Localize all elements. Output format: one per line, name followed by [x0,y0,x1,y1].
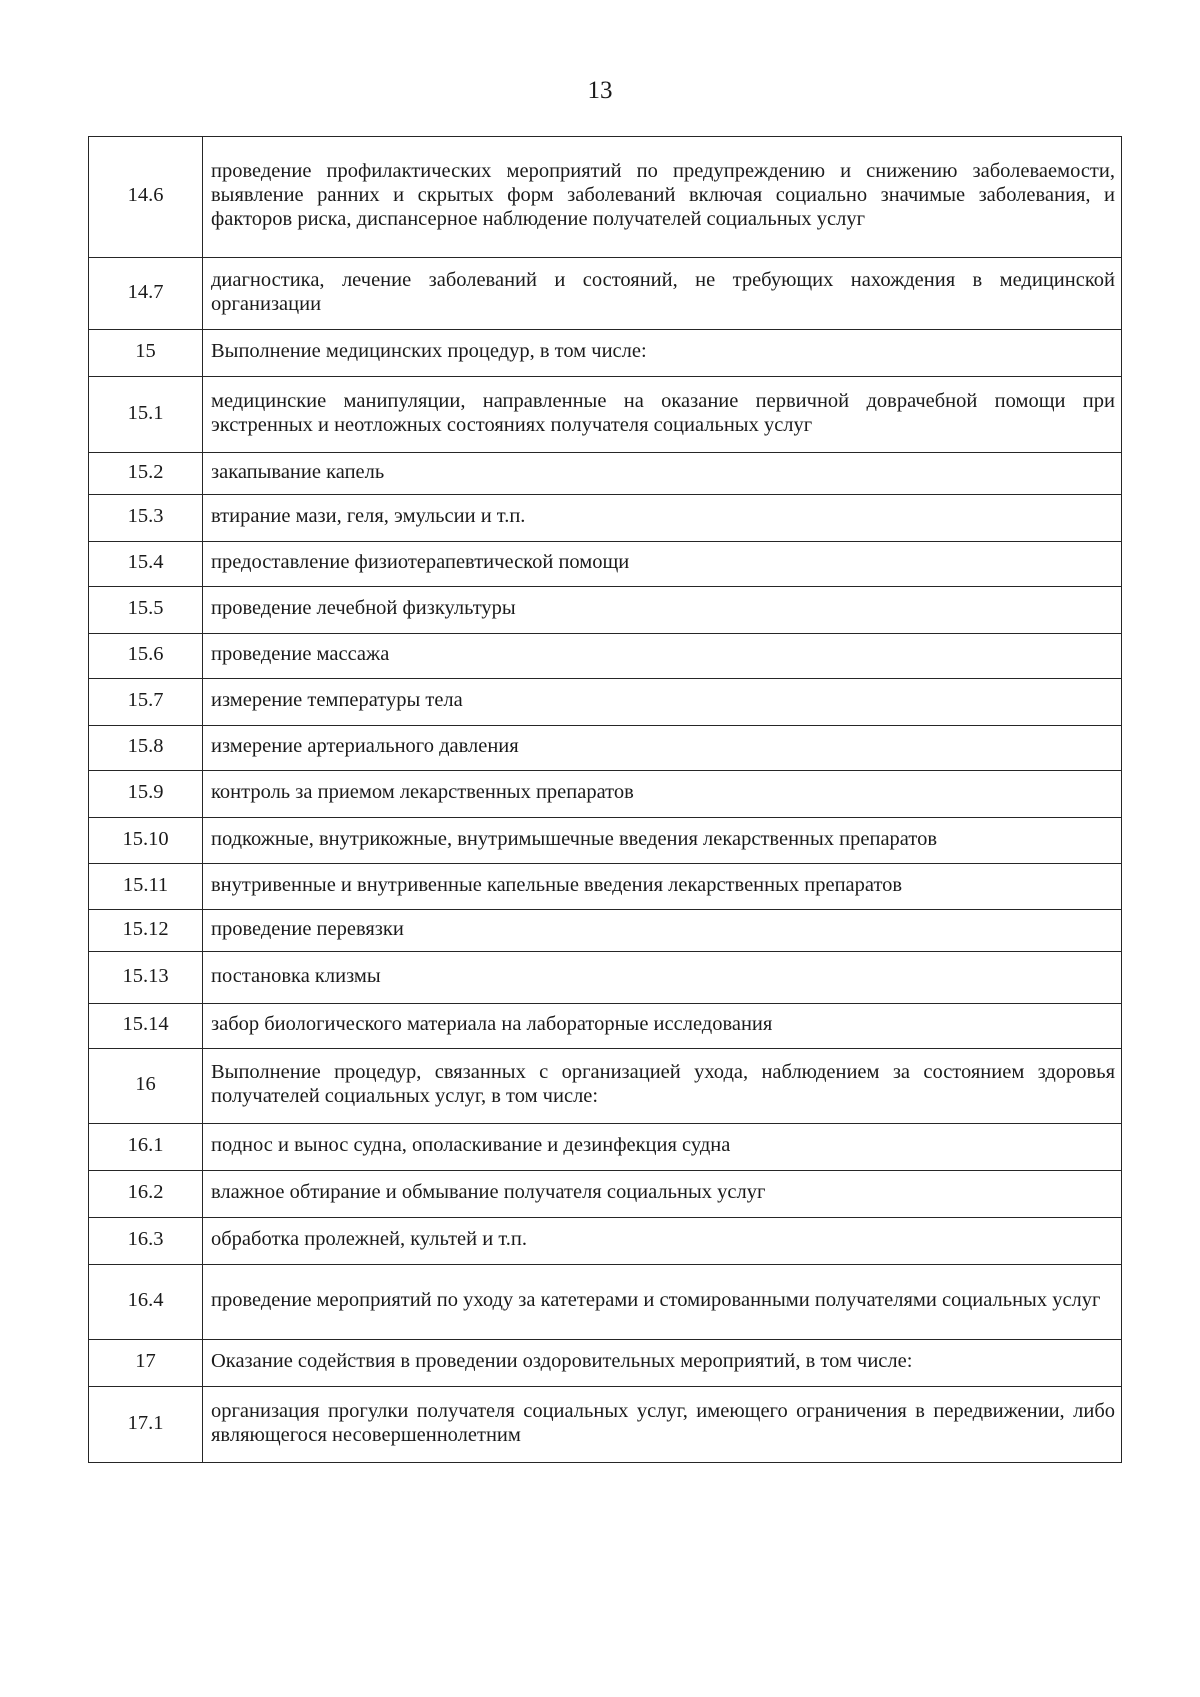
table-row [89,910,1122,952]
row-description: влажное обтирание и обмывание получателя социальных услуг [203,1171,1122,1218]
row-code: 14.6 [89,137,203,258]
table-row [89,258,1122,330]
row-description: проведение перевязки [203,910,1122,952]
row-description: диагностика, лечение заболеваний и состояний, не требующих нахождения в медицинской организации [203,258,1122,330]
row-description: постановка клизмы [203,952,1122,1004]
row-code: 16.4 [89,1265,203,1340]
row-code: 15.12 [89,910,203,952]
row-description: измерение артериального давления [203,726,1122,771]
table-row [89,771,1122,818]
row-description: проведение массажа [203,634,1122,679]
row-description: медицинские манипуляции, направленные на оказание первичной доврачебной помощи при экстренных и неотложных состояниях получателя социальных услуг [203,377,1122,453]
row-code: 17.1 [89,1387,203,1463]
table-row [89,587,1122,634]
row-code: 15.13 [89,952,203,1004]
table-row [89,1049,1122,1124]
table-row [89,330,1122,377]
row-code: 15.11 [89,864,203,910]
row-code: 15.5 [89,587,203,634]
row-code: 16.1 [89,1124,203,1171]
row-code: 17 [89,1340,203,1387]
row-description: забор биологического материала на лабораторные исследования [203,1004,1122,1049]
row-code: 15.6 [89,634,203,679]
row-code: 15.2 [89,453,203,495]
row-code: 15.10 [89,818,203,864]
row-description: организация прогулки получателя социальных услуг, имеющего ограничения в передвижении, либо являющегося несовершеннолетним [203,1387,1122,1463]
page-number: 13 [587,77,613,104]
row-description: проведение лечебной физкультуры [203,587,1122,634]
table-row [89,1387,1122,1463]
row-description: обработка пролежней, культей и т.п. [203,1218,1122,1265]
table-row [89,818,1122,864]
table-row [89,679,1122,726]
row-code: 15.7 [89,679,203,726]
table-row [89,137,1122,258]
table-row [89,1124,1122,1171]
row-description: подкожные, внутрикожные, внутримышечные введения лекарственных препаратов [203,818,1122,864]
table-row [89,1265,1122,1340]
row-description: контроль за приемом лекарственных препаратов [203,771,1122,818]
row-code: 15.14 [89,1004,203,1049]
row-description: втирание мази, геля, эмульсии и т.п. [203,495,1122,542]
row-code: 16.2 [89,1171,203,1218]
row-description: поднос и вынос судна, ополаскивание и дезинфекция судна [203,1124,1122,1171]
row-code: 15.9 [89,771,203,818]
table-row [89,377,1122,453]
table-row [89,1340,1122,1387]
table-row [89,495,1122,542]
row-code: 15.1 [89,377,203,453]
row-description: закапывание капель [203,453,1122,495]
row-code: 16.3 [89,1218,203,1265]
table-row [89,1218,1122,1265]
row-description: измерение температуры тела [203,679,1122,726]
row-code: 16 [89,1049,203,1124]
row-description: Оказание содействия в проведении оздоровительных мероприятий, в том числе: [203,1340,1122,1387]
table-row [89,1171,1122,1218]
row-description: проведение профилактических мероприятий по предупреждению и снижению заболеваемости, выявление ранних и скрытых форм заболеваний включая социально значимые заболевания, и факторов риска, диспансерное наблюдение получателей социальных услуг [203,137,1122,258]
row-code: 15.3 [89,495,203,542]
table-row [89,634,1122,679]
table-row [89,864,1122,910]
table-row [89,453,1122,495]
row-description: Выполнение медицинских процедур, в том числе: [203,330,1122,377]
row-description: внутривенные и внутривенные капельные введения лекарственных препаратов [203,864,1122,910]
row-code: 15.8 [89,726,203,771]
row-code: 15.4 [89,542,203,587]
table-row [89,1004,1122,1049]
row-description: Выполнение процедур, связанных с организацией ухода, наблюдением за состоянием здоровья получателей социальных услуг, в том числе: [203,1049,1122,1124]
row-code: 15 [89,330,203,377]
services-table [88,136,1122,1463]
row-description: предоставление физиотерапевтической помощи [203,542,1122,587]
row-code: 14.7 [89,258,203,330]
table-row [89,952,1122,1004]
table-row [89,726,1122,771]
table-row [89,542,1122,587]
row-description: проведение мероприятий по уходу за катетерами и стомированными получателями социальных услуг [203,1265,1122,1340]
